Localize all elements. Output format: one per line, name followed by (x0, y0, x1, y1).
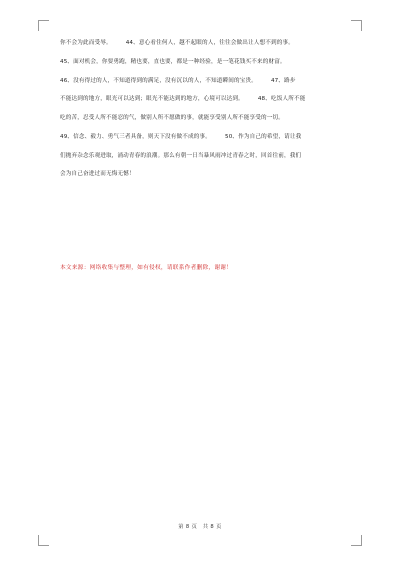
paragraph-line (60, 111, 342, 126)
paragraph-line (60, 55, 342, 70)
paragraph-line (60, 36, 342, 51)
crop-mark-bottom-right (351, 535, 362, 546)
quote-44: 44、意心看住何人，越不起眼的人，往往会做出让人想不到的事。 (125, 40, 294, 46)
quote-45: 45、面对机会，你要勇跑，精也要，直也要，都是一种经验，是一笔花钱买不来的财富。 (60, 58, 286, 65)
paragraph-line (60, 130, 342, 145)
document-body (60, 36, 342, 186)
crop-mark-top-left (38, 20, 49, 31)
quote-49: 49、信念、毅力、勇气三者具备，则天下没有做不成的事。 (60, 133, 212, 140)
quote-50-end: 会为自己奋进过而无悔无憾！ (60, 171, 135, 178)
quote-46: 46、没有得过的人，不知道得到的满足，没有沉以的人，不知道瞬间的宝贵。 (60, 77, 257, 84)
quote-48: 吃的苦，忍受人所不能忍的气，做别人所不愿做的事，就能享受别人所不能享受的一切。 (60, 115, 285, 122)
paragraph-line (60, 92, 342, 107)
quote-47-start: 47、路步 (270, 77, 296, 84)
paragraph-line (60, 167, 342, 182)
crop-mark-top-right (351, 20, 362, 31)
quote-50-start: 50、作为自己的希望，请让我 (225, 133, 302, 140)
line-continuation: 你不会为此而受辱。 (60, 40, 112, 46)
paragraph-line (60, 74, 342, 89)
quote-50: 们抛弃杂念乐观进取，涌动青春的浪潮。那么有朝一日当暴风雨冲过青春之时，回首往前，我们 (60, 152, 302, 159)
crop-mark-bottom-left (38, 535, 49, 546)
paragraph-line (60, 149, 342, 164)
page-footer: 第 8 页 共 8 页 (178, 524, 222, 530)
quote-47: 不能达到的地方，眼光可以达到；眼光不能达到的地方，心境可以达到。 (60, 96, 244, 103)
source-note: 本文来源：网络收集与整理，如有侵权，请联系作者删除，谢谢！ (60, 265, 233, 271)
quote-48-start: 48、吃饭人所不能 (257, 96, 306, 103)
